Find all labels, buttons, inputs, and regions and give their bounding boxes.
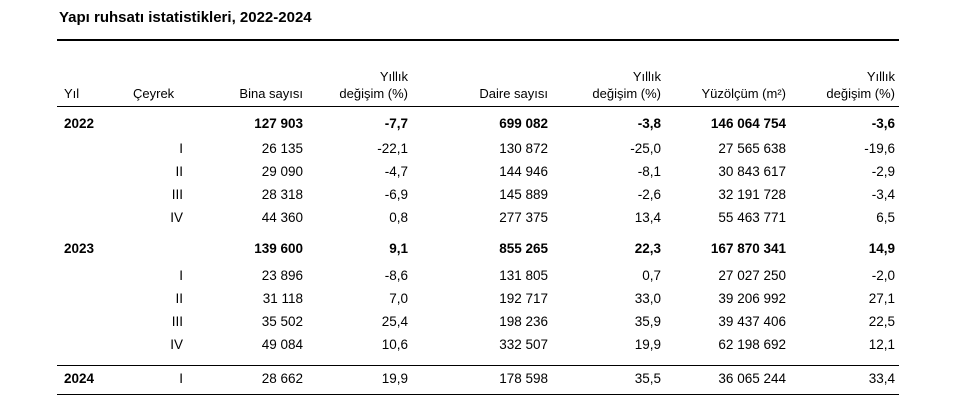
cell-buildings: 127 903 xyxy=(254,116,303,131)
cell-quarter: IV xyxy=(170,210,183,225)
cell-area: 39 206 992 xyxy=(718,291,786,306)
cell-buildings-change: -7,7 xyxy=(384,116,408,131)
header-dwellings-change xyxy=(592,68,661,102)
cell-quarter: I xyxy=(179,371,183,386)
table-row-quarter xyxy=(0,310,961,333)
cell-dwellings-change: -8,1 xyxy=(637,164,661,179)
table-row-year xyxy=(0,367,961,390)
table-bottom-rule xyxy=(57,394,899,395)
cell-dwellings-change: 0,7 xyxy=(642,268,661,283)
cell-area: 39 437 406 xyxy=(718,314,786,329)
table-top-rule xyxy=(57,39,899,41)
table-title: Yapı ruhsatı istatistikleri, 2022-2024 xyxy=(59,9,312,26)
header-dwellings: Daire sayısı xyxy=(479,86,548,101)
cell-dwellings-change: -25,0 xyxy=(630,141,661,156)
table-header xyxy=(0,62,961,102)
table-row-quarter xyxy=(0,160,961,183)
header-buildings-change xyxy=(339,68,408,102)
cell-area: 30 843 617 xyxy=(718,164,786,179)
cell-buildings-change: 7,0 xyxy=(389,291,408,306)
cell-dwellings: 277 375 xyxy=(499,210,548,225)
cell-dwellings-change: 22,3 xyxy=(634,241,661,256)
table-row-quarter xyxy=(0,183,961,206)
cell-buildings: 26 135 xyxy=(261,141,303,156)
cell-dwellings-change: 13,4 xyxy=(634,210,661,225)
cell-buildings: 31 118 xyxy=(262,291,303,306)
cell-area-change: -3,4 xyxy=(871,187,895,202)
cell-area-change: -3,6 xyxy=(871,116,895,131)
header-area: Yüzölçüm (m²) xyxy=(701,86,786,101)
cell-buildings-change: 19,9 xyxy=(381,371,408,386)
cell-area-change: 6,5 xyxy=(876,210,895,225)
cell-dwellings: 198 236 xyxy=(499,314,548,329)
header-dwellings-change-line1: Yıllık xyxy=(632,69,661,84)
cell-dwellings: 178 598 xyxy=(499,371,548,386)
cell-area: 27 565 638 xyxy=(718,141,786,156)
cell-dwellings-change: 19,9 xyxy=(634,337,661,352)
cell-buildings-change: 10,6 xyxy=(381,337,408,352)
cell-buildings: 44 360 xyxy=(261,210,303,225)
cell-quarter: II xyxy=(175,291,183,306)
header-year: Yıl xyxy=(64,86,80,101)
cell-dwellings: 131 805 xyxy=(499,268,548,283)
cell-area-change: 22,5 xyxy=(868,314,895,329)
cell-dwellings: 192 717 xyxy=(499,291,548,306)
cell-buildings: 139 600 xyxy=(254,241,303,256)
table-row-quarter xyxy=(0,264,961,287)
cell-dwellings: 855 265 xyxy=(499,241,548,256)
cell-dwellings-change: -2,6 xyxy=(637,187,661,202)
cell-year: 2022 xyxy=(64,116,95,131)
header-dwellings-change-line2: değişim (%) xyxy=(592,86,661,101)
cell-quarter: I xyxy=(179,268,183,283)
year-2024-separator-rule xyxy=(57,365,899,366)
cell-quarter: I xyxy=(179,141,183,156)
cell-buildings-change: -4,7 xyxy=(384,164,408,179)
table-row-quarter xyxy=(0,137,961,160)
cell-dwellings: 332 507 xyxy=(499,337,548,352)
cell-buildings-change: -6,9 xyxy=(384,187,408,202)
cell-area-change: -2,0 xyxy=(871,268,895,283)
cell-area: 27 027 250 xyxy=(718,268,786,283)
cell-dwellings-change: 33,0 xyxy=(634,291,661,306)
cell-buildings-change: -22,1 xyxy=(377,141,408,156)
header-buildings: Bina sayısı xyxy=(239,86,303,101)
cell-buildings: 28 318 xyxy=(261,187,303,202)
cell-buildings: 29 090 xyxy=(261,164,303,179)
header-rule xyxy=(57,106,899,107)
cell-dwellings: 144 946 xyxy=(499,164,548,179)
cell-buildings-change: 9,1 xyxy=(389,241,408,256)
cell-dwellings: 145 889 xyxy=(499,187,548,202)
cell-area-change: -2,9 xyxy=(871,164,895,179)
cell-buildings: 28 662 xyxy=(261,371,303,386)
cell-year: 2024 xyxy=(64,371,95,386)
cell-dwellings-change: -3,8 xyxy=(637,116,661,131)
cell-area: 167 870 341 xyxy=(710,241,786,256)
header-quarter: Çeyrek xyxy=(133,86,175,101)
cell-area-change: -19,6 xyxy=(864,141,895,156)
table-row-quarter xyxy=(0,206,961,229)
table-row-year xyxy=(0,237,961,260)
header-buildings-change-line2: değişim (%) xyxy=(339,86,408,101)
cell-dwellings: 699 082 xyxy=(499,116,548,131)
header-buildings-change-line1: Yıllık xyxy=(379,69,408,84)
cell-area: 55 463 771 xyxy=(718,210,786,225)
cell-buildings-change: 0,8 xyxy=(389,210,408,225)
cell-area: 32 191 728 xyxy=(718,187,786,202)
cell-quarter: III xyxy=(171,187,183,202)
cell-area-change: 12,1 xyxy=(868,337,895,352)
cell-area-change: 27,1 xyxy=(868,291,895,306)
cell-dwellings-change: 35,5 xyxy=(634,371,661,386)
cell-dwellings-change: 35,9 xyxy=(634,314,661,329)
cell-area: 146 064 754 xyxy=(710,116,786,131)
table-row-quarter xyxy=(0,333,961,356)
table-row-quarter xyxy=(0,287,961,310)
cell-quarter: IV xyxy=(170,337,183,352)
cell-dwellings: 130 872 xyxy=(499,141,548,156)
cell-area-change: 33,4 xyxy=(868,371,895,386)
header-area-change-line1: Yıllık xyxy=(866,69,895,84)
cell-area: 36 065 244 xyxy=(718,371,786,386)
table-row-year xyxy=(0,112,961,135)
header-area-change xyxy=(826,68,895,102)
cell-buildings-change: 25,4 xyxy=(381,314,408,329)
cell-buildings-change: -8,6 xyxy=(384,268,408,283)
cell-buildings: 23 896 xyxy=(261,268,303,283)
cell-quarter: II xyxy=(175,164,183,179)
cell-area: 62 198 692 xyxy=(718,337,786,352)
cell-buildings: 35 502 xyxy=(261,314,303,329)
cell-area-change: 14,9 xyxy=(868,241,895,256)
cell-quarter: III xyxy=(171,314,183,329)
cell-buildings: 49 084 xyxy=(261,337,303,352)
cell-year: 2023 xyxy=(64,241,95,256)
header-area-change-line2: değişim (%) xyxy=(826,86,895,101)
